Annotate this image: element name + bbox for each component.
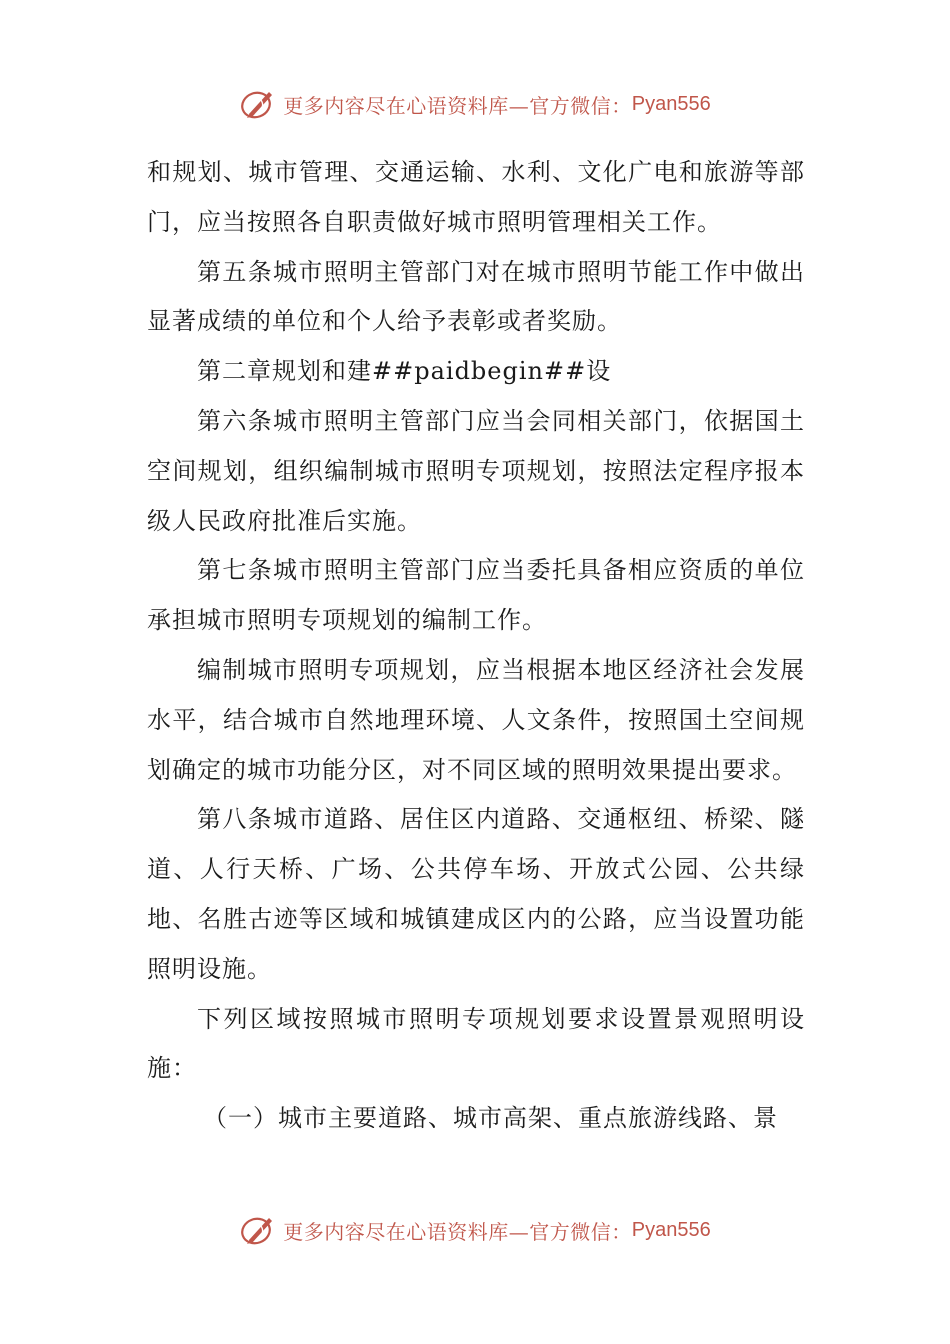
watermark-text: 更多内容尽在心语资料库—官方微信：	[283, 1219, 632, 1244]
header-watermark	[0, 82, 950, 126]
paragraph: 下列区域按照城市照明专项规划要求设置景观照明设施：	[147, 1004, 805, 1083]
watermark-text: 更多内容尽在心语资料库—官方微信：	[283, 93, 632, 118]
pen-quill-logo-icon	[239, 84, 279, 124]
watermark-wechat-id: Pyan556	[631, 1218, 711, 1241]
paragraph: 第五条城市照明主管部门对在城市照明节能工作中做出显著成绩的单位和个人给予表彰或者奖励。	[147, 257, 805, 336]
chapter-heading: 第二章规划和建##paidbegin##设	[197, 357, 612, 386]
list-item: （一）城市主要道路、城市高架、重点旅游线路、景	[203, 1104, 778, 1133]
watermark-wechat-id: Pyan556	[631, 92, 711, 115]
document-body	[147, 148, 805, 1144]
paragraph: 第八条城市道路、居住区内道路、交通枢纽、桥梁、隧道、人行天桥、广场、公共停车场、开放式公园、公共绿地、名胜古迹等区域和城镇建成区内的公路，应当设置功能照明设施。	[147, 805, 805, 983]
footer-watermark	[0, 1208, 950, 1252]
paragraph: 编制城市照明专项规划，应当根据本地区经济社会发展水平，结合城市自然地理环境、人文条件，按照国土空间规划确定的城市功能分区，对不同区域的照明效果提出要求。	[147, 655, 805, 784]
pen-quill-logo-icon	[239, 1210, 279, 1250]
paragraph: 和规划、城市管理、交通运输、水利、文化广电和旅游等部门，应当按照各自职责做好城市照明管理相关工作。	[147, 158, 805, 236]
paragraph: 第七条城市照明主管部门应当委托具备相应资质的单位承担城市照明专项规划的编制工作。	[147, 556, 805, 635]
paragraph: 第六条城市照明主管部门应当会同相关部门，依据国土空间规划，组织编制城市照明专项规划，按照法定程序报本级人民政府批准后实施。	[147, 406, 805, 535]
